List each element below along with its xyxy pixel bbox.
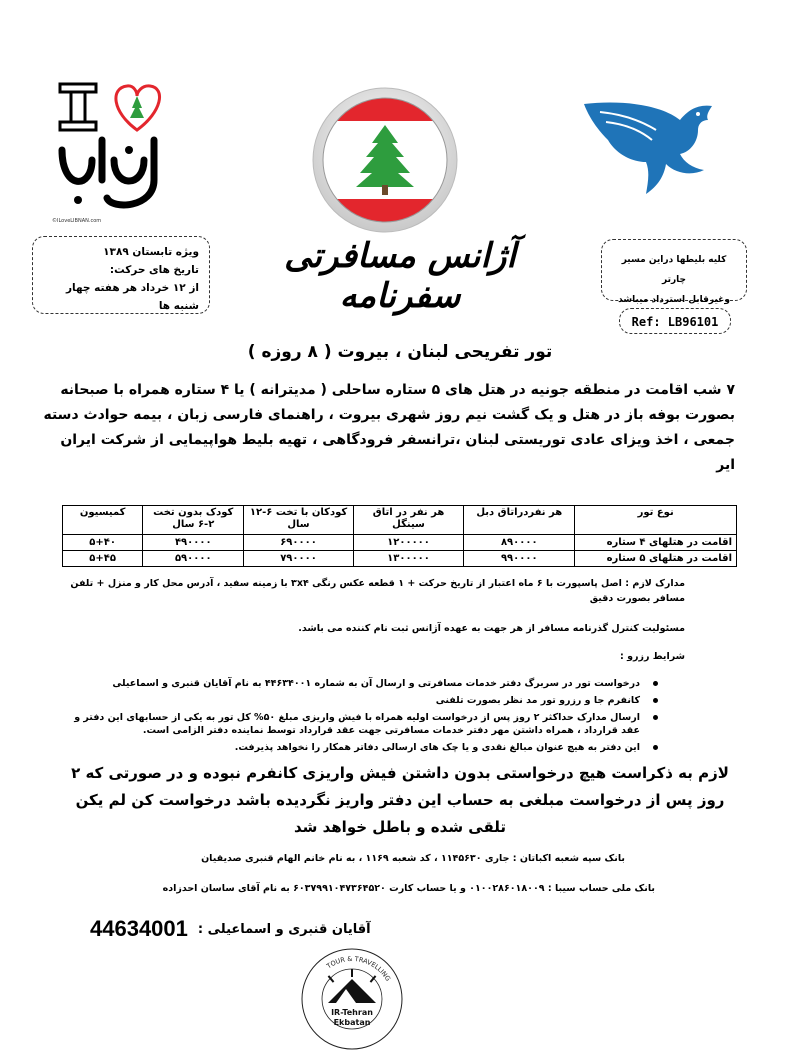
- charter-notice-line2: وغیرقابل استرداد میباشد: [618, 295, 730, 305]
- table-cell: ۷۹۰۰۰۰: [244, 551, 354, 567]
- table-cell: ۵+۴۵: [63, 551, 143, 567]
- tour-description: ۷ شب اقامت در منطقه جونیه در هتل های ۵ ستاره ساحلی ( مدیترانه ) یا ۴ ستاره همراه با صبحانه بصورت بوفه باز در هتل و یک گشت نیم روز شهری بیروت ، راهنمای فارسی زبان ، بیمه حوادث دسته جمعی ، اخذ ویزای عادی توریستی لبنان ،ترانسفر فرودگاهی ، تهیه بلیط هواپیمایی از شرکت ایران ایر: [43, 382, 735, 473]
- contact-phone-number: 44634001: [90, 916, 188, 941]
- season-info-box: [32, 236, 210, 314]
- header-child-with-bed: کودکان با تخت ۶-۱۲ سال: [244, 506, 354, 535]
- reference-code: Ref: LB96101: [619, 308, 731, 334]
- list-item: درخواست تور در سربرگ دفتر خدمات مسافرتی و ارسال آن به شماره ۴۴۶۳۴۰۰۱ به نام آقایان قنبری و اسماعیلی: [60, 677, 660, 690]
- table-cell: ۴۹۰۰۰۰: [143, 535, 244, 551]
- table-cell: ۱۲۰۰۰۰۰: [353, 535, 463, 551]
- table-cell: ۸۹۰۰۰۰: [464, 535, 575, 551]
- passport-responsibility-note: مسئولیت کنترل گذرنامه مسافر از هر جهت به عهده آژانس ثبت نام کننده می باشد.: [298, 623, 685, 634]
- agency-stamp: [298, 945, 406, 1053]
- table-row: [63, 535, 737, 551]
- contact-names: آقایان قنبری و اسماعیلی :: [197, 921, 371, 937]
- charter-notice-line1: کلیه بلیطها دراین مسیر چارتر: [621, 255, 727, 285]
- header-commission: کمیسیون: [63, 506, 143, 535]
- list-item: این دفتر به هیچ عنوان مبالغ نقدی و یا چک های ارسالی دفاتر همکار را نخواهد پذیرفت.: [60, 741, 660, 754]
- price-table: [62, 505, 737, 567]
- list-item: ارسال مدارک حداکثر ۲ روز پس از درخواست اولیه همراه با فیش واریزی مبلغ ۵۰% کل تور به یکی از حسابهای این دفتر و عقد قرارداد ، همراه داشتن مهر دفتر خدمات مسافرتی جهت عقد قرارداد توسط نماینده دفتر الزامی است.: [60, 711, 660, 737]
- departure-dates-value: از ۱۲ خرداد هر هفته چهار شنبه ها: [65, 282, 199, 312]
- homa-bird-logo: [580, 90, 730, 200]
- table-cell: اقامت در هتلهای ۴ ستاره: [575, 535, 737, 551]
- table-cell: ۹۹۰۰۰۰: [464, 551, 575, 567]
- season-label: ویژه تابستان ۱۳۸۹: [103, 246, 199, 258]
- bank-account-melli: بانک ملی حساب سیبا : ۰۱۰۰۲۸۶۰۱۸۰۰۹ و یا حساب کارت ۶۰۳۷۹۹۱۰۴۷۳۶۴۵۲۰ به نام آقای ساسان احدزاده: [162, 883, 655, 894]
- lebanon-flag-emblem: [310, 85, 460, 235]
- list-item: کانفرم جا و رزرو تور مد نظر بصورت تلفنی: [60, 694, 660, 707]
- agency-name: آژانس مسافرتی سفرنامه: [284, 236, 516, 316]
- stamp-top-text: TOUR & TRAVELLING: [325, 954, 393, 983]
- payment-warning: لازم به ذکراست هیچ درخواستی بدون داشتن فیش واریزی کانفرم نبوده و در صورتی که ۲ روز پس از درخواست مبلغی به حساب این دفتر واریز نگردیده باشد درخواست کن لم یکن تلقی شده و باطل خواهد شد: [71, 764, 729, 836]
- stamp-city: IR-Tehran: [331, 1008, 373, 1017]
- table-cell: ۵+۴۰: [63, 535, 143, 551]
- table-row: [63, 551, 737, 567]
- contact-line: [90, 912, 500, 946]
- logo-caption: ©ILoveLIBNAN.com: [52, 218, 102, 224]
- departure-dates-label: تاریخ های حرکت:: [109, 264, 199, 276]
- i-love-lebanon-logo: [52, 80, 182, 230]
- header-child-no-bed: کودک بدون تخت ۲-۶ سال: [143, 506, 244, 535]
- booking-conditions-list: [60, 677, 660, 758]
- table-header-row: [63, 506, 737, 535]
- table-cell: ۵۹۰۰۰۰: [143, 551, 244, 567]
- charter-notice-box: [601, 239, 747, 305]
- header-double: هر نفردراتاق دبل: [464, 506, 575, 535]
- table-cell: ۱۳۰۰۰۰۰: [353, 551, 463, 567]
- header-tour-type: نوع تور: [575, 506, 737, 535]
- table-cell: اقامت در هتلهای ۵ ستاره: [575, 551, 737, 567]
- stamp-district: Ekbatan: [333, 1018, 371, 1027]
- table-cell: ۶۹۰۰۰۰: [244, 535, 354, 551]
- tour-title: تور تفریحی لبنان ، بیروت ( ۸ روزه ): [247, 342, 553, 362]
- required-documents: مدارک لازم : اصل پاسپورت با ۶ ماه اعتبار از تاریخ حرکت + ۱ قطعه عکس رنگی ۳x۴ با زمینه سفید ، آدرس محل کار و منزل + تلفن مسافر بصورت دقیق: [70, 578, 685, 604]
- booking-conditions-title: شرایط رزرو :: [620, 651, 685, 662]
- header-single: هر نفر در اتاق سینگل: [353, 506, 463, 535]
- bank-account-sepah: بانک سپه شعبه اکباتان : جاری ۱۱۴۵۶۳۰ ، کد شعبه ۱۱۶۹ ، به نام خانم الهام قنبری صدیقیان: [201, 853, 625, 864]
